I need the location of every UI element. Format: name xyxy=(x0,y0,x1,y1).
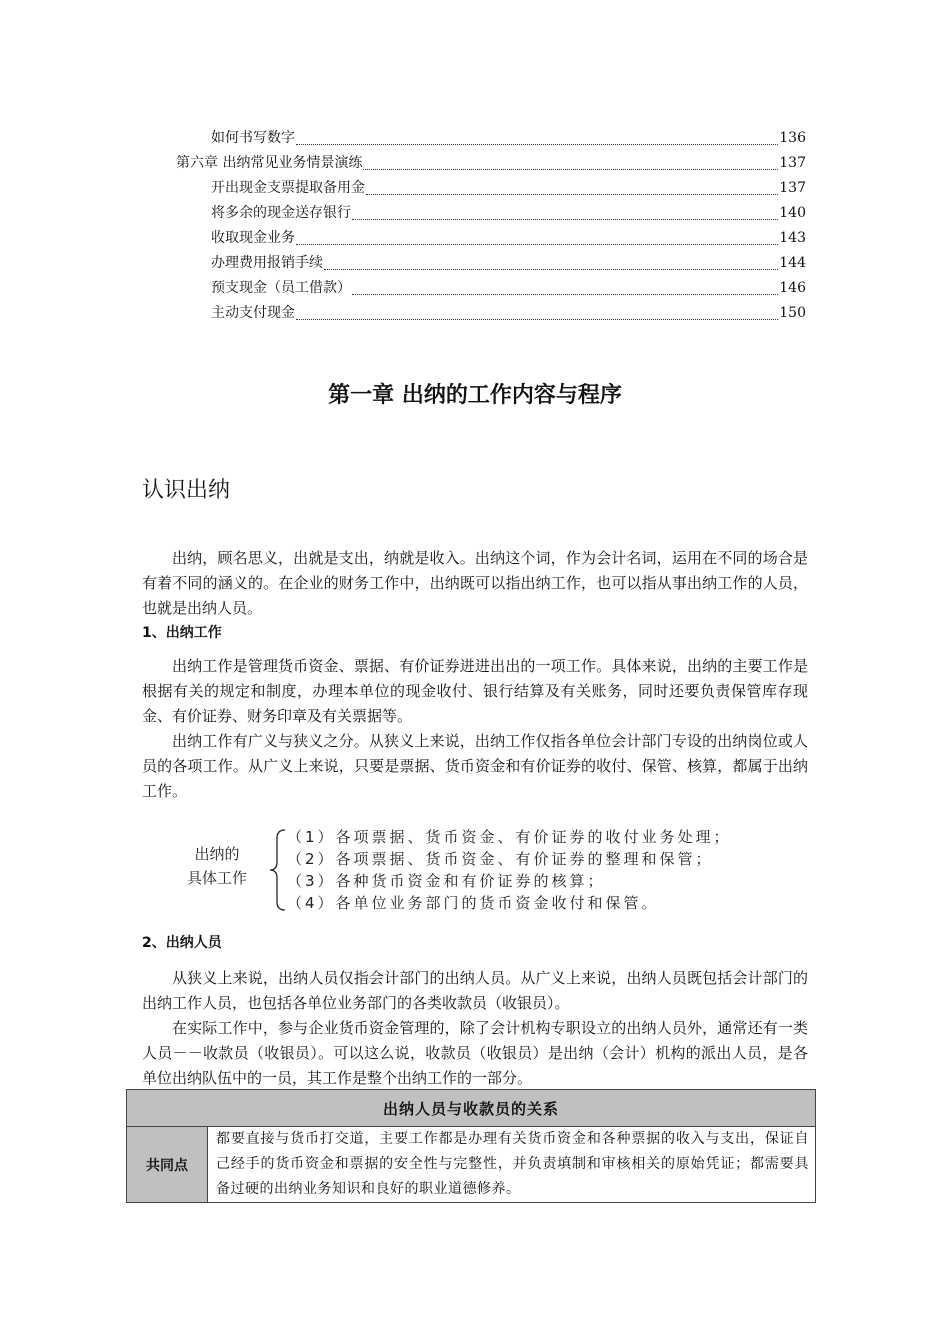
subsection-heading-cashier-staff: 2、出纳人员 xyxy=(142,935,222,951)
diagram-label xyxy=(175,842,259,890)
subsection-heading-cashier-work: 1、出纳工作 xyxy=(142,625,222,641)
toc-dot-leader xyxy=(363,168,778,170)
cashier-staff-paragraph-2: 在实际工作中，参与企业货币资金管理的，除了会计机构专职设立的出纳人员外，通常还有一类人员－－收款员（收银员）。可以这么说，收款员（收银员）是出纳（会计）机构的派出人员，是各单位出纳队伍中的一员，其工作是整个出纳工作的一部分。 xyxy=(142,1019,808,1087)
diagram-label-line-1: 出纳的 xyxy=(194,845,240,863)
toc-dot-leader xyxy=(352,218,778,220)
toc-entry-page: 144 xyxy=(779,255,806,271)
toc-entry-page: 140 xyxy=(779,205,806,221)
toc-dot-leader xyxy=(366,193,778,195)
intro-paragraph: 出纳，顾名思义，出就是支出，纳就是收入。出纳这个词，作为会计名词，运用在不同的场合是有着不同的涵义的。在企业的财务工作中，出纳既可以指出纳工作，也可以指从事出纳工作的人员，也就是出纳人员。 xyxy=(142,549,808,617)
toc-entry[interactable] xyxy=(176,251,806,276)
cashier-duties-diagram xyxy=(175,826,775,916)
section-body-1 xyxy=(142,546,808,804)
toc-entry-title: 办理费用报销手续 xyxy=(211,255,323,271)
diagram-item: （1）各项票据、货币资金、有价证券的收付业务处理； xyxy=(287,828,732,846)
toc-entry-page: 137 xyxy=(779,155,806,171)
diagram-item: （4）各单位业务部门的货币资金收付和保管。 xyxy=(287,894,660,912)
table-row xyxy=(127,1127,816,1203)
toc-entry[interactable] xyxy=(176,301,806,326)
toc-entry-title: 如何书写数字 xyxy=(211,130,295,146)
toc-dot-leader xyxy=(296,318,778,320)
diagram-label-line-2: 具体工作 xyxy=(186,869,247,887)
diagram-items xyxy=(287,826,732,914)
toc-entry-page: 143 xyxy=(779,230,806,246)
toc-entry[interactable] xyxy=(176,126,806,151)
toc-entry-title: 开出现金支票提取备用金 xyxy=(211,180,365,196)
toc-dot-leader xyxy=(324,268,778,270)
diagram-item: （3）各种货币资金和有价证券的核算； xyxy=(287,872,606,890)
toc-entry[interactable] xyxy=(176,201,806,226)
toc-entry-page: 136 xyxy=(779,130,806,146)
toc-entry-title: 主动支付现金 xyxy=(211,305,295,321)
toc-dot-leader xyxy=(296,143,778,145)
toc-entry-title: 收取现金业务 xyxy=(211,230,295,246)
table-of-contents xyxy=(176,126,806,326)
table-row-content: 都要直接与货币打交道，主要工作都是办理有关货币资金和各种票据的收入与支出，保证自己经手的货币资金和票据的安全性与完整性，并负责填制和审核相关的原始凭证；都需要具备过硬的出纳业务知识和良好的职业道德修养。 xyxy=(208,1127,816,1203)
toc-entry[interactable] xyxy=(176,276,806,301)
table-row-label: 共同点 xyxy=(127,1127,208,1203)
toc-entry-title: 将多余的现金送存银行 xyxy=(211,205,351,221)
toc-entry-title: 预支现金（员工借款） xyxy=(211,280,351,296)
toc-entry[interactable] xyxy=(176,176,806,201)
diagram-item: （2）各项票据、货币资金、有价证券的整理和保管； xyxy=(287,850,714,868)
toc-entry[interactable] xyxy=(176,226,806,251)
section-body-2 xyxy=(142,931,808,1091)
toc-entry-title: 第六章 出纳常见业务情景演练 xyxy=(176,155,363,171)
relationship-table xyxy=(126,1089,816,1203)
toc-entry-page: 150 xyxy=(779,305,806,321)
table-header-row xyxy=(127,1090,816,1127)
toc-entry-page: 146 xyxy=(779,280,806,296)
cashier-staff-paragraph-1: 从狭义上来说，出纳人员仅指会计部门的出纳人员。从广义上来说，出纳人员既包括会计部门的出纳工作人员，也包括各单位业务部门的各类收款员（收银员）。 xyxy=(142,969,808,1012)
chapter-title: 第一章 出纳的工作内容与程序 xyxy=(328,383,622,408)
cashier-work-paragraph-1: 出纳工作是管理货币资金、票据、有价证券进进出出的一项工作。具体来说，出纳的主要工作是根据有关的规定和制度，办理本单位的现金收付、银行结算及有关账务，同时还要负责保管库存现金、有价证券、财务印章及有关票据等。 xyxy=(142,657,808,725)
section-title: 认识出纳 xyxy=(142,478,231,503)
toc-entry-page: 137 xyxy=(779,180,806,196)
toc-dot-leader xyxy=(296,243,778,245)
cashier-work-paragraph-2: 出纳工作有广义与狭义之分。从狭义上来说，出纳工作仅指各单位会计部门专设的出纳岗位或人员的各项工作。从广义上来说，只要是票据、货币资金和有价证券的收付、保管、核算，都属于出纳工作。 xyxy=(142,732,808,800)
curly-brace-icon xyxy=(267,828,289,912)
toc-dot-leader xyxy=(352,293,778,295)
table-title: 出纳人员与收款员的关系 xyxy=(127,1090,816,1127)
toc-entry[interactable] xyxy=(176,151,806,176)
